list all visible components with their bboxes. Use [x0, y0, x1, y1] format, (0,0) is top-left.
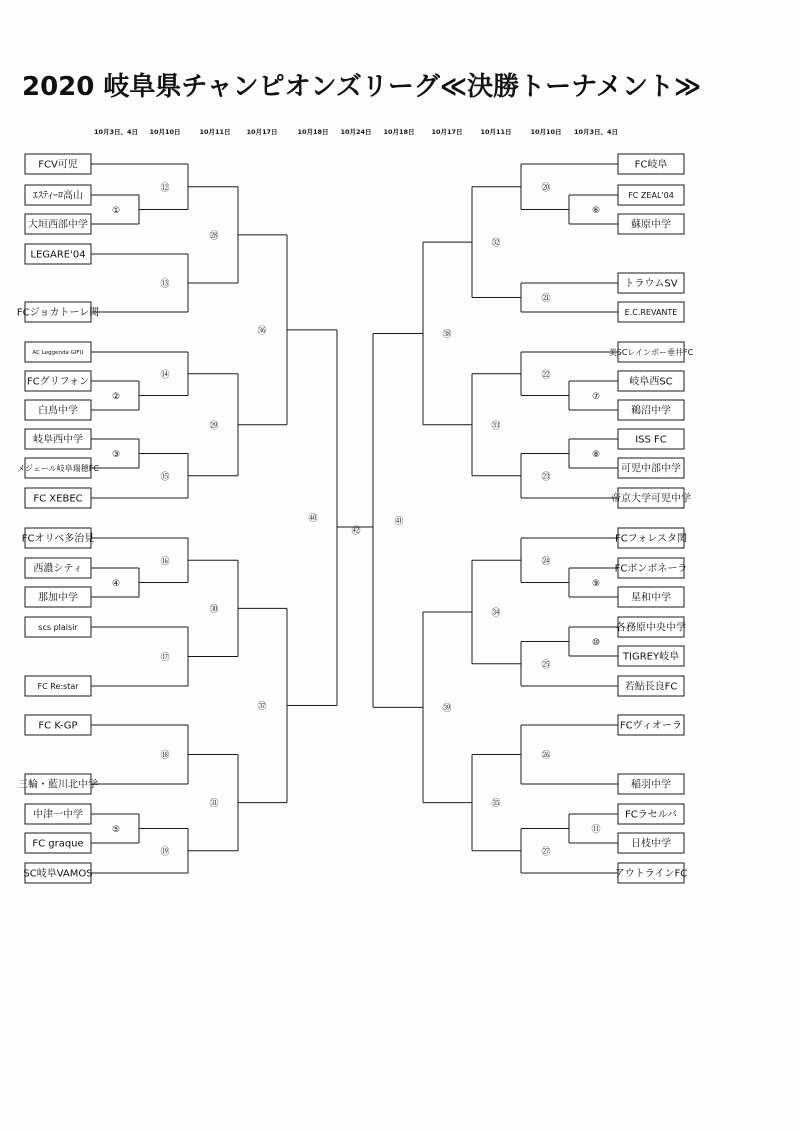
match-number: ⑰ — [160, 653, 170, 663]
date-header: 10月24日 — [340, 128, 372, 136]
team-name: AC Leggenda GIFU — [32, 349, 84, 356]
team-name: 中津一中学 — [33, 809, 83, 821]
date-header: 10月11日 — [480, 128, 512, 136]
team-name: メジェール岐阜瑞穂FC — [17, 463, 99, 473]
team-name: FCV可児 — [38, 159, 78, 171]
team-name: 美SCレインボー垂井FC — [608, 347, 694, 357]
match-number: ㊳ — [442, 329, 452, 340]
team-name: ｴｽﾃｨｰﾛ高山 — [33, 190, 83, 202]
match-number: ⑪ — [591, 825, 601, 835]
team-name: E.C.REVANTE — [624, 307, 678, 317]
team-name: 那加中学 — [38, 592, 78, 604]
team-name: 大垣西部中学 — [28, 219, 88, 231]
team-name: FC岐阜 — [634, 159, 668, 171]
team-name: 三輪・藍川北中学 — [18, 779, 98, 791]
match-number: ③ — [111, 450, 121, 460]
match-number: ㉟ — [491, 799, 501, 810]
match-number: ⑥ — [591, 206, 601, 216]
team-name: 各務原中央中学 — [616, 622, 686, 634]
match-number: ⑤ — [111, 825, 121, 835]
match-number: ㊶ — [394, 516, 404, 527]
match-number: ㉑ — [541, 294, 551, 304]
match-number: ⑭ — [160, 370, 170, 381]
date-header: 10月10日 — [149, 128, 181, 136]
team-name: FCオリベ多治見 — [21, 533, 95, 545]
match-number: ⑬ — [160, 279, 170, 290]
match-number: ⑯ — [160, 556, 170, 567]
match-number: ㉕ — [541, 660, 551, 671]
date-header: 10月3日、4日 — [573, 128, 619, 136]
match-number: ⑳ — [541, 183, 551, 194]
team-name: FC graque — [32, 838, 84, 850]
date-header: 10月18日 — [383, 128, 415, 136]
team-name: 蘇原中学 — [631, 219, 671, 231]
team-name: 稲羽中学 — [631, 779, 671, 791]
match-number: ㉖ — [541, 751, 551, 761]
match-number: ⑨ — [591, 579, 601, 589]
team-name: トラウムSV — [624, 278, 678, 290]
team-name: scs plaisir — [38, 622, 78, 632]
match-number: ⑩ — [591, 638, 601, 648]
match-number: ㉔ — [541, 556, 551, 567]
date-header: 10月18日 — [297, 128, 329, 136]
team-name: ISS FC — [635, 434, 667, 446]
match-number: ㉙ — [209, 421, 219, 432]
page-title: 2020 岐阜県チャンピオンズリーグ≪決勝トーナメント≫ — [22, 72, 702, 102]
date-header: 10月10日 — [530, 128, 562, 136]
team-name: 西濃シティ — [33, 563, 83, 575]
team-name: アウトラインFC — [614, 868, 688, 880]
match-number: ㉓ — [541, 472, 551, 483]
match-number: ㉛ — [209, 799, 219, 810]
match-number: ㉚ — [209, 604, 219, 615]
team-name: 岐阜西中学 — [33, 434, 83, 446]
team-name: FCフォレスタ関 — [615, 533, 687, 545]
team-name: 若鮎長良FC — [624, 681, 678, 693]
team-name: FC ZEAL'04 — [628, 190, 674, 200]
match-number: ㉝ — [491, 421, 501, 432]
team-name: FCグリフォン — [26, 376, 90, 388]
team-name: FCボンボネーラ — [614, 563, 688, 575]
match-number: ㉗ — [541, 847, 551, 858]
match-number: ㊲ — [257, 702, 267, 712]
team-name: FCジョカトーレ関 — [16, 307, 100, 319]
team-name: SC岐阜VAMOS — [23, 868, 93, 880]
team-name: FCヴィオーラ — [619, 720, 683, 732]
team-name: TIGREY岐阜 — [622, 651, 680, 663]
match-number: ⑲ — [160, 847, 170, 858]
team-name: 星和中学 — [631, 592, 671, 604]
match-number: ① — [111, 206, 121, 216]
match-number: ㉘ — [209, 231, 219, 242]
match-number: ⑱ — [160, 751, 170, 761]
team-name: FC Re:star — [37, 681, 79, 691]
match-number: ② — [111, 392, 121, 402]
team-name: 鵜沼中学 — [631, 405, 671, 417]
date-header: 10月17日 — [431, 128, 463, 136]
match-number: ㉜ — [491, 238, 501, 249]
team-name: 岐阜西SC — [629, 376, 673, 388]
team-name: 日枝中学 — [631, 838, 671, 850]
match-number: ④ — [111, 579, 121, 589]
date-header: 10月17日 — [246, 128, 278, 136]
match-number: ⑦ — [591, 392, 601, 402]
match-number: ㊵ — [308, 514, 318, 525]
match-number: ⑮ — [160, 472, 170, 483]
match-number: ⑫ — [160, 183, 170, 194]
match-number: ㉒ — [541, 370, 551, 381]
date-header: 10月3日、4日 — [93, 128, 139, 136]
team-name: 可児中部中学 — [621, 463, 681, 475]
team-name: FCラセルバ — [624, 809, 678, 821]
match-number: ㊱ — [257, 326, 267, 337]
team-name: FC K-GP — [38, 720, 78, 732]
team-name: FC XEBEC — [33, 493, 83, 505]
match-number: ㊴ — [442, 703, 452, 714]
match-number: ⑧ — [591, 450, 601, 460]
team-name: LEGARE'04 — [30, 249, 86, 261]
team-name: 白鳥中学 — [38, 405, 78, 417]
date-header: 10月11日 — [199, 128, 231, 136]
match-number: ㉞ — [491, 608, 501, 619]
match-number: ㊷ — [351, 526, 361, 537]
team-name: 帝京大学可児中学 — [611, 493, 691, 505]
